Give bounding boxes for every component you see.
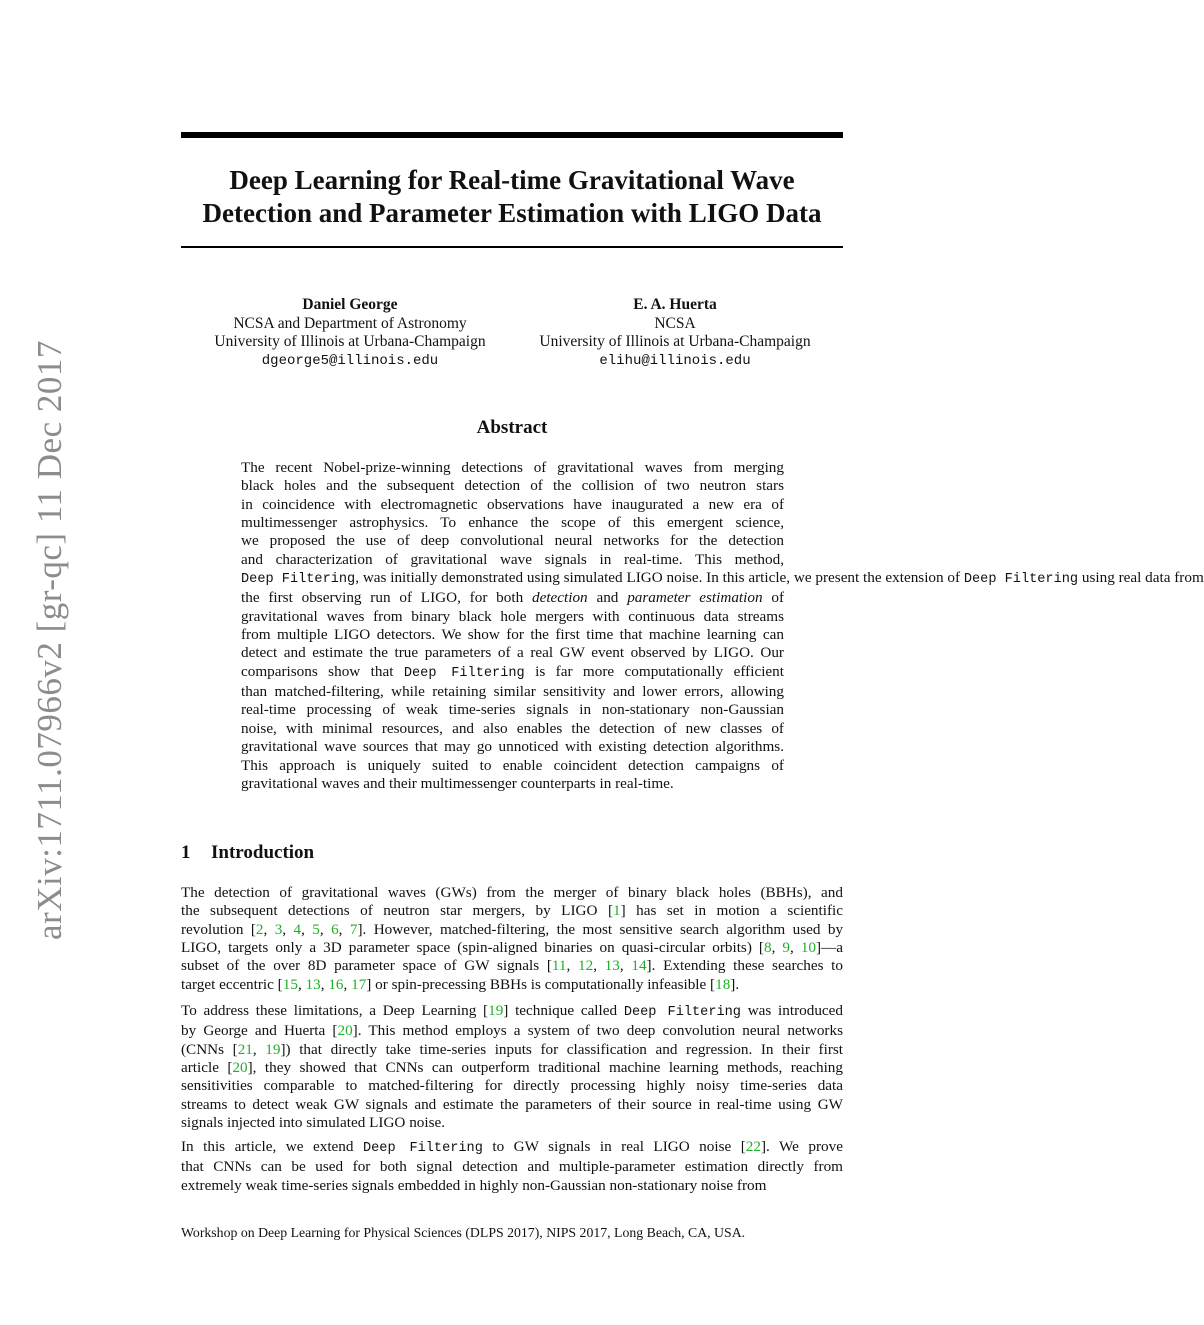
intro-paragraph — [181, 1138, 843, 1195]
text-line: from multiple LIGO detectors. We show for the first time that machine learning can — [241, 626, 784, 644]
text-line: In this article, we extend Deep Filtering to GW signals in real LIGO noise [22]. We prove — [181, 1138, 843, 1156]
title-line: Detection and Parameter Estimation with LIGO Data — [202, 198, 822, 228]
text-line: article [20], they showed that CNNs can outperform traditional machine learning methods, reaching — [181, 1059, 843, 1077]
text-line: in coincidence with electromagnetic observations have inaugurated a new era of — [241, 495, 784, 513]
text-line: Deep Filtering, was initially demonstrated using simulated LIGO noise. In this article, we present the extension of Deep Filtering using real data from — [241, 569, 1204, 588]
text-line: gravitational wave sources that may go unnoticed with existing detection algorithms. — [241, 738, 784, 756]
text-line: detect and estimate the true parameters of a real GW event observed by LIGO. Our — [241, 644, 784, 662]
text-line: target eccentric [15, 13, 16, 17] or spin-precessing BBHs is computationally infeasible [18]. — [181, 975, 740, 993]
text-line: The recent Nobel-prize-winning detections of gravitational waves from merging — [241, 459, 784, 476]
author-name: Daniel George — [302, 296, 398, 313]
author-affiliation: University of Illinois at Urbana-Champaign — [539, 333, 811, 350]
section-number: 1 — [181, 842, 191, 863]
text-line: sensitivities comparable to matched-filtering for directly processing highly noisy time-series data — [181, 1077, 843, 1095]
text-line: (CNNs [21, 19]) that directly take time-series inputs for classification and regression. In their first — [181, 1040, 844, 1058]
author-email: dgeorge5@illinois.edu — [261, 352, 439, 369]
paper-title — [150, 164, 874, 230]
author-block — [185, 296, 515, 370]
text-line: subset of the over 8D parameter space of GW signals [11, 12, 13, 14]. Extending these searches to — [181, 957, 843, 975]
author-affiliation: University of Illinois at Urbana-Champaign — [214, 333, 486, 350]
title-rule-bottom — [181, 246, 843, 248]
author-name: E. A. Huerta — [633, 296, 717, 313]
text-line: This approach is uniquely suited to enable coincident detection campaigns of — [241, 756, 784, 774]
text-line: LIGO, targets only a 3D parameter space (spin-aligned binaries on quasi-circular orbits) [8, 9, 10]—a — [181, 939, 843, 957]
text-line: black holes and the subsequent detection of the collision of two neutron stars — [241, 477, 784, 495]
text-line: the first observing run of LIGO, for both detection and parameter estimation of — [241, 589, 784, 607]
intro-paragraph — [181, 1002, 843, 1132]
text-line: multimessenger astrophysics. To enhance the scope of this emergent science, — [241, 514, 784, 532]
section-heading — [181, 842, 314, 864]
text-line: The detection of gravitational waves (GWs) from the merger of binary black holes (BBHs), and — [181, 884, 843, 901]
text-line: gravitational waves from binary black hole mergers with continuous data streams — [241, 607, 784, 625]
text-line: noise, with minimal resources, and also enables the detection of new classes of — [241, 719, 784, 737]
text-line: signals injected into simulated LIGO noise. — [181, 1114, 446, 1132]
abstract-heading: Abstract — [476, 417, 548, 438]
section-title: Introduction — [211, 842, 315, 863]
text-line: comparisons show that Deep Filtering is far more computationally efficient — [241, 662, 784, 681]
text-line: extremely weak time-series signals embedded in highly non-Gaussian non-stationary noise from — [181, 1176, 767, 1194]
author-affiliation: NCSA and Department of Astronomy — [233, 314, 467, 332]
text-line: by George and Huerta [20]. This method employs a system of two deep convolution neural networks — [181, 1022, 843, 1040]
title-rule-top — [181, 132, 843, 138]
author-email: elihu@illinois.edu — [599, 352, 751, 369]
text-line: that CNNs can be used for both signal detection and multiple-parameter estimation directly from — [181, 1158, 843, 1176]
text-line: than matched-filtering, while retaining similar sensitivity and lower errors, allowing — [241, 683, 784, 701]
text-line: revolution [2, 3, 4, 5, 6, 7]. However, matched-filtering, the most sensitive search algorithm used by — [181, 920, 844, 938]
author-block — [510, 296, 840, 370]
text-line: gravitational waves and their multimessenger counterparts in real-time. — [241, 774, 674, 792]
title-line: Deep Learning for Real-time Gravitational Wave — [229, 165, 795, 195]
arxiv-identifier: arXiv:1711.07966v2 [gr-qc] 11 Dec 2017 — [30, 340, 69, 940]
text-line: streams to detect weak GW signals and estimate the parameters of their source in real-time using GW — [181, 1095, 843, 1113]
text-line: the subsequent detections of neutron star mergers, by LIGO [1] has set in motion a scientific — [181, 902, 843, 920]
intro-paragraph — [181, 884, 843, 994]
text-line: real-time processing of weak time-series signals in non-stationary non-Gaussian — [241, 701, 784, 719]
text-line: we proposed the use of deep convolutional neural networks for the detection — [241, 532, 784, 550]
venue-footer: Workshop on Deep Learning for Physical Sciences (DLPS 2017), NIPS 2017, Long Beach, CA, USA. — [181, 1225, 746, 1240]
author-affiliation: NCSA — [654, 314, 696, 332]
text-line: To address these limitations, a Deep Learning [19] technique called Deep Filtering was introduced — [181, 1002, 843, 1020]
abstract-text — [241, 459, 1204, 793]
text-line: and characterization of gravitational wave signals in real-time. This method, — [241, 550, 784, 568]
